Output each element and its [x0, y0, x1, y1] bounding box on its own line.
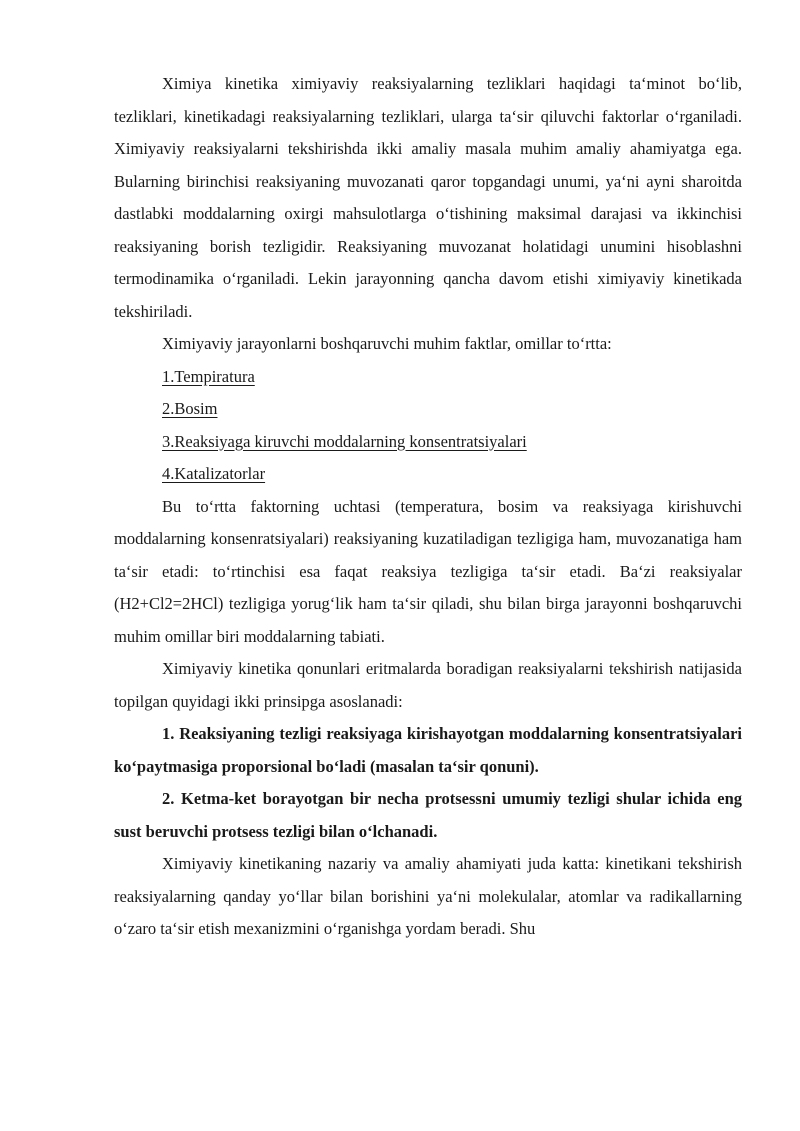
factor-item-2-text: 2.Bosim: [162, 399, 218, 418]
paragraph-factors-effect: Bu toʻrtta faktorning uchtasi (temperatura, bosim va reaksiyaga kirishuvchi moddalarning konsenratsiyalari) reaksiyaning kuzatiladigan tezligiga ham, muvozanatiga ham taʻsir etadi: toʻrtinchisi esa faqat reaksiya tezligiga taʻsir etadi. Baʻzi reaksiyalar (H2+Cl2=2HCl) tezligiga yorugʻlik ham taʻsir qiladi, shu bilan birga jarayonni boshqaruvchi muhim omillar biri moddalarning tabiati.: [114, 496, 742, 646]
factor-item-1: [114, 361, 742, 394]
factor-item-3: [114, 426, 742, 459]
principle-1: 1. Reaksiyaning tezligi reaksiyaga kirishayotgan moddalarning konsentratsiyalari koʻpaytmasiga proporsional boʻladi (masalan taʻsir qonuni).: [114, 724, 742, 776]
paragraph-significance: Ximiyaviy kinetikaning nazariy va amaliy ahamiyati juda katta: kinetikani tekshirish reaksiyalarning qanday yoʻllar bilan borishini yaʻni molekulalar, atomlar va radikallarning oʻzaro taʻsir etish mexanizmini oʻrganishga yordam beradi. Shu: [114, 854, 742, 938]
factor-item-2: [114, 393, 742, 426]
factor-item-4-text: 4.Katalizatorlar: [162, 464, 266, 483]
paragraph-intro: Ximiya kinetika ximiyaviy reaksiyalarning tezliklari haqidagi taʻminot boʻlib, tezliklari, kinetikadagi reaksiyalarning tezliklari, ularga taʻsir qiluvchi faktorlar oʻrganiladi. Ximiyaviy reaksiyalarni tekshirishda ikki amaliy masala muhim amaliy ahamiyatga ega. Bularning birinchisi reaksiyaning muvozanati qaror topgandagi unumi, yaʻni ayni sharoitda dastlabki moddalarning oxirgi mahsulotlarga oʻtishining maksimal darajasi va ikkinchisi reaksiyaning borish tezligidir. Reaksiyaning muvozanat holatidagi unumini hisoblashni termodinamika oʻrganiladi. Lekin jarayonning qancha davom etishi ximiyaviy kinetikada tekshiriladi.: [114, 74, 742, 321]
paragraph-factors-lead: Ximiyaviy jarayonlarni boshqaruvchi muhim faktlar, omillar toʻrtta:: [162, 334, 612, 353]
document-page: [114, 68, 742, 946]
factor-item-1-text: 1.Tempiratura: [162, 366, 255, 386]
principle-2: 2. Ketma-ket borayotgan bir necha protsessni umumiy tezligi shular ichida eng sust beruvchi protsess tezligi bilan oʻlchanadi.: [114, 789, 742, 841]
paragraph-principles-lead: Ximiyaviy kinetika qonunlari eritmalarda boradigan reaksiyalarni tekshirish natijasida topilgan quyidagi ikki prinsipga asoslanadi:: [114, 659, 742, 711]
factor-item-4: [114, 458, 742, 491]
factor-item-3-text: 3.Reaksiyaga kiruvchi moddalarning konsentratsiyalari: [162, 431, 527, 451]
